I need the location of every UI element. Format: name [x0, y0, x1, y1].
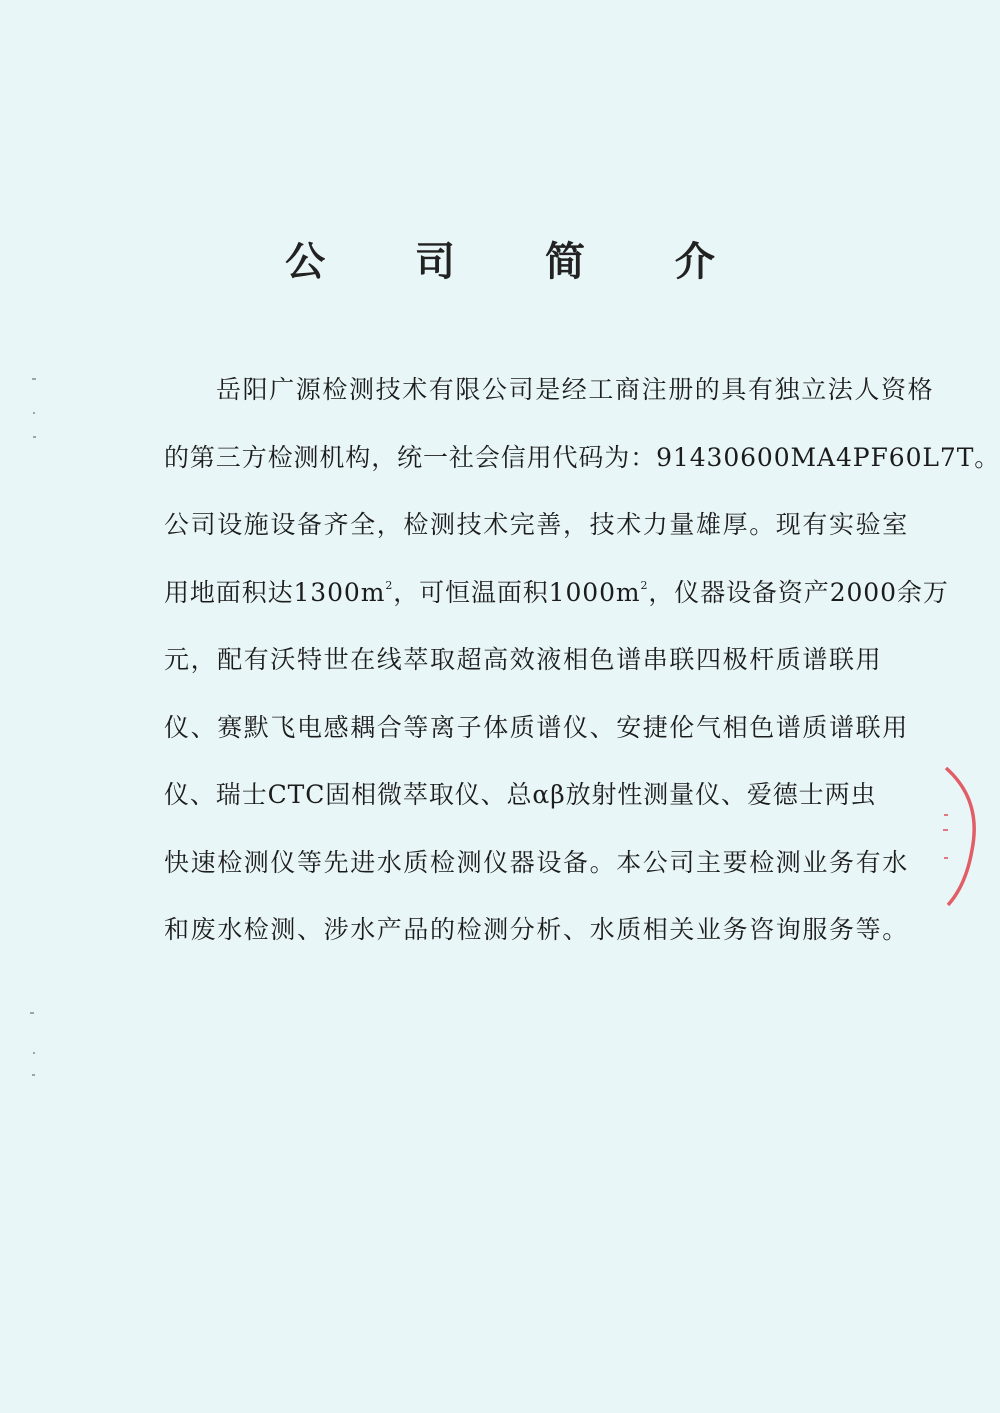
scan-speck	[33, 412, 35, 414]
superscript-square: 2	[640, 578, 649, 592]
scan-speck	[30, 1012, 34, 1014]
area-text-c: ，仪器设备资产2000余万	[648, 577, 949, 607]
paragraph-line-4	[164, 570, 949, 638]
area-text-a: 用地面积达1300m	[164, 577, 386, 607]
scan-speck	[33, 1052, 35, 1054]
paragraph-line-9: 和废水检测、涉水产品的检测分析、水质相关业务咨询服务等。	[164, 915, 909, 944]
paragraph-line-7: 仪、瑞士CTC固相微萃取仪、总αβ放射性测量仪、爱德士两虫	[164, 780, 877, 809]
area-text-b: ，可恒温面积1000m	[393, 577, 641, 607]
scan-speck	[32, 378, 36, 380]
paragraph-line-6: 仪、赛默飞电感耦合等离子体质谱仪、安捷伦气相色谱质谱联用	[164, 712, 909, 742]
paragraph-line-2: 的第三方检测机构，统一社会信用代码为：91430600MA4PF60L7T。	[164, 442, 1000, 472]
page-title: 公 司 简 介	[285, 239, 753, 285]
scan-speck	[32, 1074, 35, 1076]
paragraph-line-5: 元，配有沃特世在线萃取超高效液相色谱串联四极杆质谱联用	[164, 645, 883, 674]
scan-speck	[33, 436, 36, 438]
paragraph-line-3: 公司设施设备齐全，检测技术完善，技术力量雄厚。现有实验室	[164, 510, 909, 539]
company-intro-paragraph	[164, 367, 1000, 975]
paragraph-line-8: 快速检测仪等先进水质检测仪器设备。本公司主要检测业务有水	[164, 847, 909, 877]
paragraph-line-1: 岳阳广源检测技术有限公司是经工商注册的具有独立法人资格	[216, 375, 935, 404]
superscript-square: 2	[385, 578, 394, 592]
partial-seal-stamp	[942, 760, 1000, 910]
